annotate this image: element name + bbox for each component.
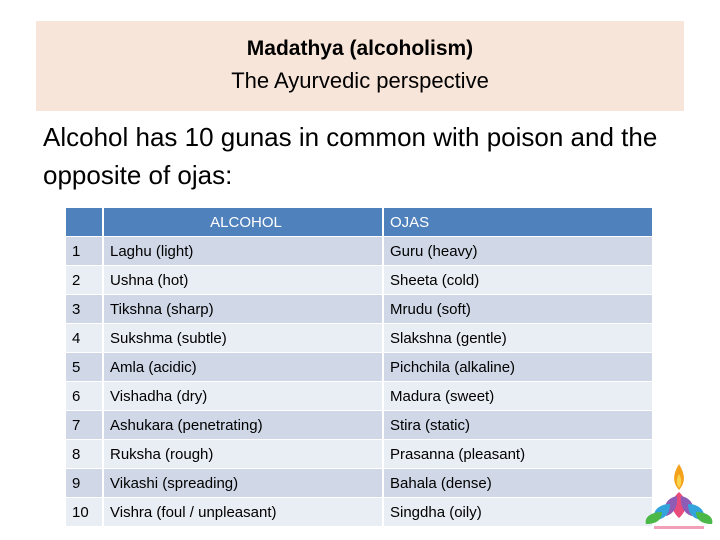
alcohol-guna: Sukshma (subtle) bbox=[104, 324, 384, 352]
slide-subtitle: The Ayurvedic perspective bbox=[231, 68, 489, 93]
lotus-flame-logo-icon bbox=[640, 460, 718, 536]
row-number: 8 bbox=[66, 440, 104, 468]
alcohol-guna: Vikashi (spreading) bbox=[104, 469, 384, 497]
alcohol-guna: Laghu (light) bbox=[104, 237, 384, 265]
alcohol-guna: Ruksha (rough) bbox=[104, 440, 384, 468]
table-header-row bbox=[66, 208, 654, 236]
row-number: 6 bbox=[66, 382, 104, 410]
intro-text: Alcohol has 10 gunas in common with poison and the opposite of ojas: bbox=[43, 122, 658, 190]
ojas-guna: Stira (static) bbox=[384, 411, 654, 439]
alcohol-guna: Vishadha (dry) bbox=[104, 382, 384, 410]
table-row bbox=[66, 324, 654, 352]
table-row bbox=[66, 411, 654, 439]
table-row bbox=[66, 440, 654, 468]
table-body bbox=[66, 237, 654, 526]
table-row bbox=[66, 498, 654, 526]
table-row bbox=[66, 469, 654, 497]
title-banner bbox=[36, 21, 684, 111]
ojas-guna: Guru (heavy) bbox=[384, 237, 654, 265]
table-row bbox=[66, 295, 654, 323]
ojas-guna: Mrudu (soft) bbox=[384, 295, 654, 323]
slide-title: Madathya (alcoholism) bbox=[246, 37, 474, 60]
ojas-guna: Sheeta (cold) bbox=[384, 266, 654, 294]
row-number: 9 bbox=[66, 469, 104, 497]
table-row bbox=[66, 266, 654, 294]
header-alcohol: ALCOHOL bbox=[104, 208, 384, 236]
ojas-guna: Madura (sweet) bbox=[384, 382, 654, 410]
ojas-guna: Pichchila (alkaline) bbox=[384, 353, 654, 381]
row-number: 2 bbox=[66, 266, 104, 294]
alcohol-guna: Ushna (hot) bbox=[104, 266, 384, 294]
table-row bbox=[66, 353, 654, 381]
alcohol-guna: Vishra (foul / unpleasant) bbox=[104, 498, 384, 526]
row-number: 3 bbox=[66, 295, 104, 323]
row-number: 7 bbox=[66, 411, 104, 439]
alcohol-guna: Amla (acidic) bbox=[104, 353, 384, 381]
table-row bbox=[66, 237, 654, 265]
ojas-guna: Singdha (oily) bbox=[384, 498, 654, 526]
alcohol-guna: Tikshna (sharp) bbox=[104, 295, 384, 323]
header-ojas: OJAS bbox=[384, 208, 654, 236]
row-number: 1 bbox=[66, 237, 104, 265]
row-number: 10 bbox=[66, 498, 104, 526]
row-number: 5 bbox=[66, 353, 104, 381]
table-row bbox=[66, 382, 654, 410]
gunas-table bbox=[66, 207, 654, 527]
ojas-guna: Slakshna (gentle) bbox=[384, 324, 654, 352]
header-number bbox=[66, 208, 104, 236]
alcohol-guna: Ashukara (penetrating) bbox=[104, 411, 384, 439]
ojas-guna: Prasanna (pleasant) bbox=[384, 440, 654, 468]
row-number: 4 bbox=[66, 324, 104, 352]
ojas-guna: Bahala (dense) bbox=[384, 469, 654, 497]
